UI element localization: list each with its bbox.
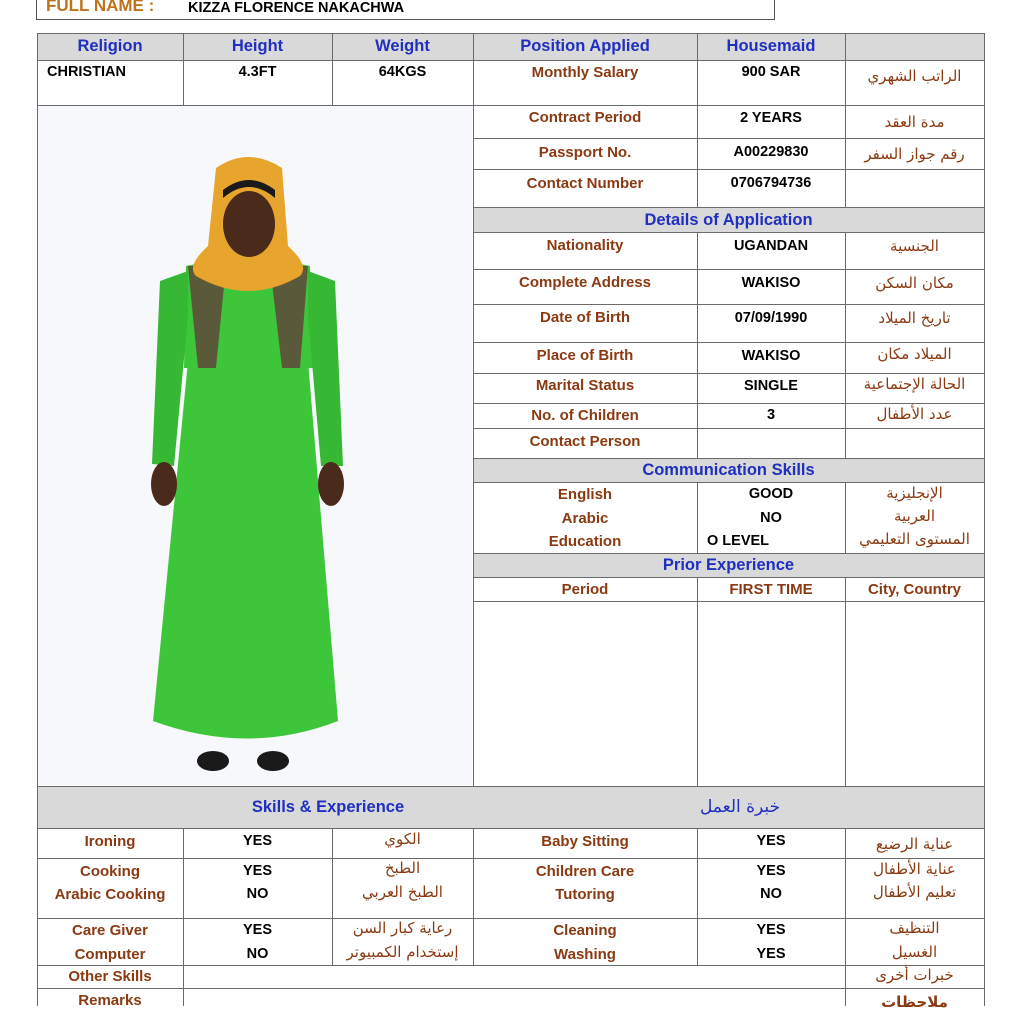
english-ar: الإنجليزية	[886, 484, 943, 502]
other-skills-label: Other Skills	[68, 968, 152, 985]
period-value: FIRST TIME	[729, 581, 813, 598]
ironing-value: YES	[242, 833, 272, 849]
caregiver-label: Care Giver	[72, 921, 148, 939]
tutoring-ar: تعليم الأطفال	[872, 883, 957, 901]
experience-title: Prior Experience	[662, 556, 795, 574]
address-label: Complete Address	[519, 274, 651, 291]
cleaning-value: YES	[756, 922, 786, 938]
height-header: Height	[231, 37, 284, 55]
marital-label: Marital Status	[535, 377, 635, 394]
skills-title-ar: خبرة العمل	[699, 797, 781, 817]
skills-title: Skills & Experience	[251, 797, 405, 816]
babysitting-label: Baby Sitting	[541, 832, 629, 850]
weight-header: Weight	[375, 37, 430, 55]
babysitting-value: YES	[756, 833, 786, 849]
position-header: Position Applied	[520, 37, 650, 55]
children-label: No. of Children	[531, 406, 639, 424]
full-name-label: FULL NAME :	[46, 0, 155, 15]
nationality-value: UGANDAN	[733, 237, 809, 254]
education-value: O LEVEL	[707, 533, 770, 549]
full-name-value: KIZZA FLORENCE NAKACHWA	[188, 0, 405, 16]
position-value: Housemaid	[726, 37, 816, 55]
nationality-label: Nationality	[546, 237, 624, 254]
contract-value: 2 YEARS	[740, 109, 802, 126]
children-value: 3	[766, 407, 776, 423]
contact-number-label: Contact Number	[526, 174, 644, 192]
education-ar: المستوى التعليمي	[859, 530, 970, 548]
tutoring-label: Tutoring	[555, 885, 615, 903]
applicant-figure	[38, 106, 472, 785]
babysitting-ar: عناية الرضيع	[875, 835, 954, 853]
contact-number-value: 0706794736	[730, 175, 812, 191]
salary-ar: الراتب الشهري	[867, 67, 962, 85]
cooking-label: Cooking	[80, 862, 140, 880]
remarks-label: Remarks	[78, 991, 142, 1009]
cooking-ar: الطبخ	[384, 859, 421, 877]
english-value: GOOD	[748, 486, 794, 502]
arabic-cooking-label: Arabic Cooking	[54, 885, 166, 903]
dob-ar: تاريخ الميلاد	[878, 308, 951, 327]
childcare-value: YES	[756, 863, 786, 879]
washing-label: Washing	[554, 945, 616, 963]
ironing-ar: الكوي	[384, 830, 421, 848]
religion-value: CHRISTIAN	[47, 64, 126, 80]
arabic-cooking-value: NO	[246, 886, 269, 902]
childcare-ar: عناية الأطفال	[873, 860, 956, 878]
education-label: Education	[548, 532, 622, 550]
address-value: WAKISO	[741, 274, 801, 291]
washing-ar: الغسيل	[891, 943, 938, 961]
pob-value: WAKISO	[741, 347, 801, 364]
nationality-ar: الجنسية	[890, 236, 939, 255]
salary-label: Monthly Salary	[531, 63, 639, 81]
cooking-value: YES	[242, 863, 272, 879]
address-ar: مكان السكن	[875, 273, 954, 292]
dob-value: 07/09/1990	[734, 310, 808, 326]
marital-value: SINGLE	[744, 377, 798, 394]
arabic-cooking-ar: الطبخ العربي	[362, 883, 443, 901]
cleaning-ar: التنظيف	[889, 919, 940, 937]
computer-label: Computer	[74, 945, 146, 963]
religion-header: Religion	[77, 37, 143, 55]
children-ar: عدد الأطفال	[876, 404, 953, 423]
arabic-label: Arabic	[561, 509, 609, 527]
communication-title: Communication Skills	[642, 461, 815, 479]
computer-ar: إستخدام الكمبيوتر	[346, 943, 459, 961]
caregiver-ar: رعاية كبار السن	[352, 919, 453, 937]
tutoring-value: NO	[760, 886, 782, 902]
dob-label: Date of Birth	[540, 309, 630, 326]
pob-ar: الميلاد مكان	[877, 344, 952, 363]
contract-label: Contract Period	[528, 109, 642, 126]
contract-ar: مدة العقد	[884, 112, 945, 131]
cleaning-label: Cleaning	[553, 921, 617, 939]
height-value: 4.3FT	[238, 64, 277, 80]
pob-label: Place of Birth	[536, 347, 634, 364]
details-title: Details of Application	[644, 210, 813, 229]
caregiver-value: YES	[242, 922, 272, 938]
childcare-label: Children Care	[535, 862, 635, 880]
washing-value: YES	[756, 946, 786, 962]
salary-value: 900 SAR	[741, 64, 801, 80]
weight-value: 64KGS	[378, 64, 427, 80]
computer-value: NO	[246, 946, 269, 962]
passport-ar: رقم جواز السفر	[864, 144, 965, 163]
arabic-value: NO	[760, 510, 782, 526]
remarks-ar: ملاحظات	[881, 993, 948, 1011]
period-label: Period	[561, 581, 609, 598]
skills-band	[37, 786, 984, 828]
applicant-photo	[38, 106, 472, 785]
other-skills-ar: خبرات أخرى	[875, 966, 954, 984]
city-country-label: City, Country	[867, 581, 962, 598]
arabic-ar: العربية	[894, 507, 935, 525]
passport-value: A00229830	[733, 144, 809, 160]
passport-label: Passport No.	[538, 143, 632, 161]
english-label: English	[557, 485, 613, 503]
marital-ar: الحالة الإجتماعية	[863, 375, 966, 393]
ironing-label: Ironing	[84, 832, 136, 850]
contact-person-label: Contact Person	[529, 432, 641, 450]
